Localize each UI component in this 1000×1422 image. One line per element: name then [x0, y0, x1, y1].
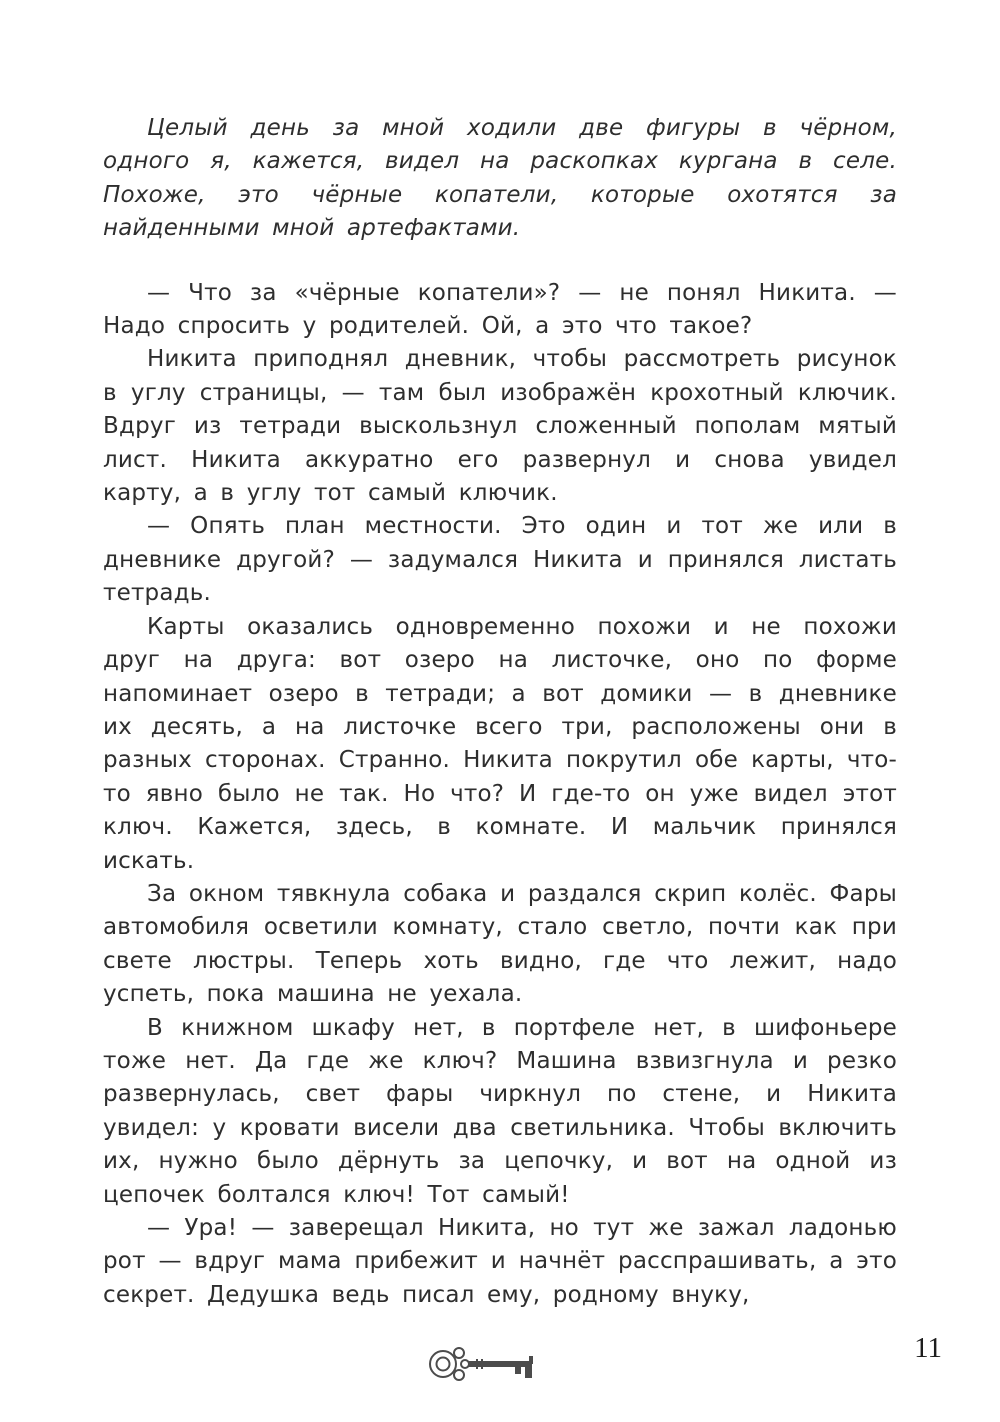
antique-key-ornament-icon	[425, 1340, 550, 1388]
body-paragraph: Никита приподнял дневник, чтобы рассмотреть рисунок в углу страницы, — там был изображён крохотный ключик. Вдруг из тетради выскользнул сложенный пополам мятый лист. Никита аккуратно его развернул и снова увидел карту, а в углу тот самый ключик.	[103, 346, 897, 507]
body-paragraph: В книжном шкафу нет, в портфеле нет, в шифоньере тоже нет. Да где же ключ? Машина взвизгнула и резко развернулась, свет фары чиркнул по стене, и Никита увидел: у кровати висели два светильника. Чтобы включить их, нужно было дёрнуть за цепочку, и вот на одной из цепочек болтался ключ! Тот самый!	[103, 1014, 897, 1208]
page-footer	[0, 1332, 1000, 1422]
body-paragraph: — Ура! — заверещал Никита, но тут же зажал ладонью рот — вдруг мама прибежит и начнёт расспрашивать, а это секрет. Дедушка ведь писал ему, родному внуку,	[103, 1215, 897, 1308]
body-paragraph: — Что за «чёрные копатели»? — не понял Никита. — Надо спросить у родителей. Ой, а это что такое?	[103, 279, 897, 340]
intro-paragraph: Целый день за мной ходили две фигуры в чёрном, одного я, кажется, видел на раскопках кургана в селе. Похоже, это чёрные копатели, которые охотятся за найденными мной артефактами.	[103, 115, 897, 242]
page-text-block	[103, 112, 897, 1312]
page-number: 11	[914, 1332, 942, 1364]
body-paragraph: — Опять план местности. Это один и тот же или в дневнике другой? — задумался Никита и принялся листать тетрадь.	[103, 513, 897, 607]
body-paragraph: За окном тявкнула собака и раздался скрип колёс. Фары автомобиля осветили комнату, стало светло, почти как при свете люстры. Теперь хоть видно, где что лежит, надо успеть, пока машина не уехала.	[103, 880, 897, 1008]
body-paragraph: Карты оказались одновременно похожи и не похожи друг на друга: вот озеро на листочке, оно по форме напоминает озеро в тетради; а вот домики — в дневнике их десять, а на листочке всего три, расположены они в разных сторонах. Странно. Никита покрутил обе карты, что-то явно было не так. Но что? И где-то он уже видел этот ключ. Кажется, здесь, в комнате. И мальчик принялся искать.	[103, 613, 897, 874]
